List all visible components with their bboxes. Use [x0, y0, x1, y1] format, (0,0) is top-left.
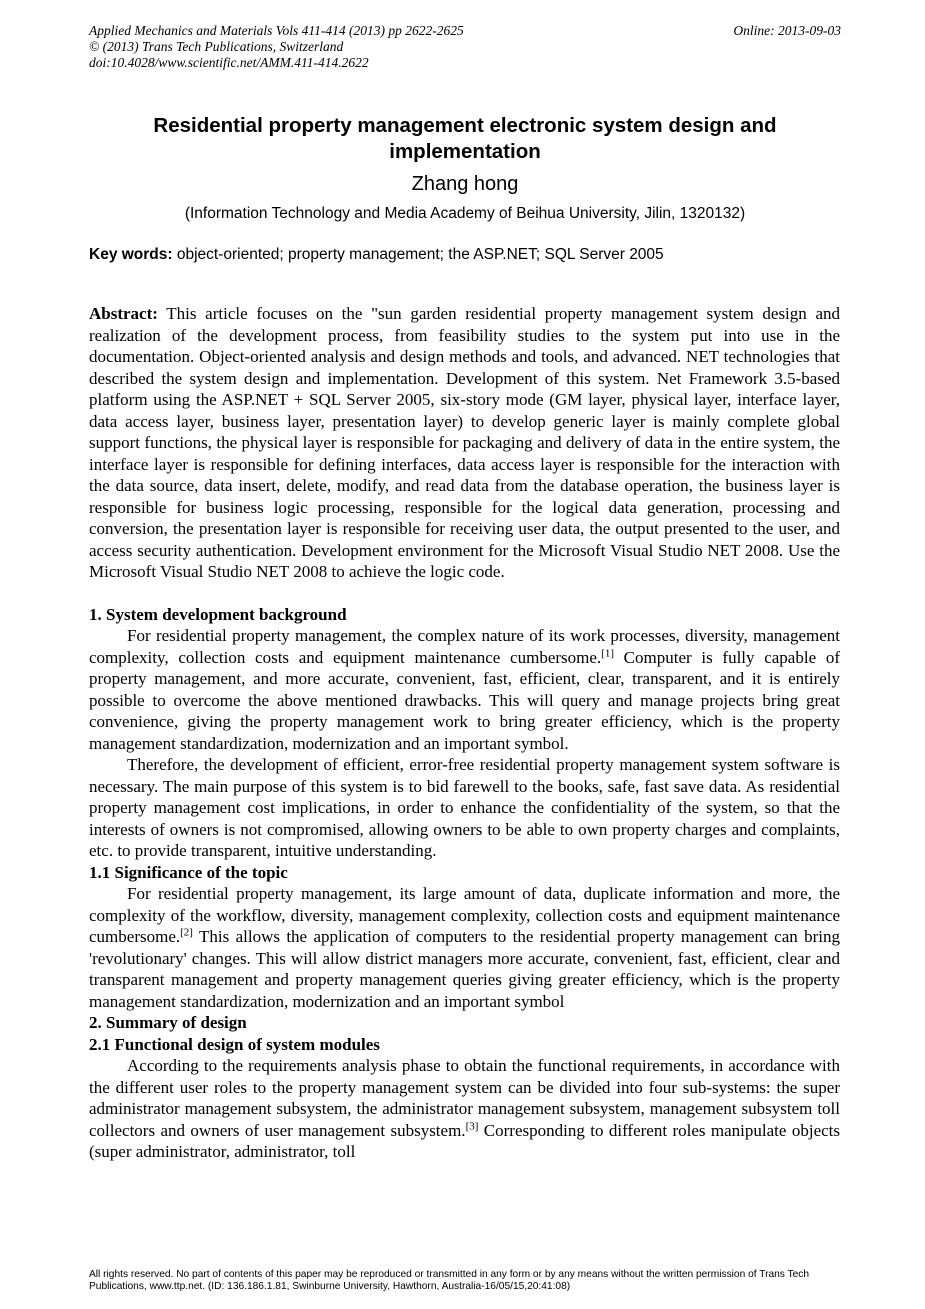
paragraph: According to the requirements analysis phase to obtain the functional requirements, in accordance with the different user roles to the property management system can be divided into four sub-systems: the super administrator management subsystem, the administrator management subsystem, management subsystem toll collectors and owners of user management subsystem.[3] Corresponding to different roles manipulate objects (super administrator, administrator, toll [89, 1056, 840, 1161]
paragraph: Therefore, the development of efficient, error-free residential property management system software is necessary. The main purpose of this system is to bid farewell to the books, safe, fast save data. As residential property management cost implications, in order to enhance the confidentiality of the system, so that the interests of owners is not compromised, allowing owners to be able to own property charges and complaints, etc. to provide transparent, intuitive understanding. [89, 755, 840, 860]
section-heading: 2. Summary of design [89, 1013, 247, 1032]
citation-ref: [1] [601, 646, 614, 659]
citation-ref: [2] [180, 926, 193, 939]
keywords [89, 245, 841, 265]
paragraph: For residential property management, the complex nature of its work processes, diversity, management complexity, collection costs and equipment maintenance cumbersome.[1] Computer is fully capable of property management, and more accurate, convenient, fast, efficient, clear, transparent, and it is entirely possible to overcome the above mentioned drawbacks. This will query and manage projects bring great convenience, giving the property management work to bring greater efficiency, which is the property management standardization, modernization and an important symbol. [89, 626, 840, 753]
section-heading: 1.1 Significance of the topic [89, 862, 288, 882]
section-heading: 1. System development background [89, 604, 347, 624]
author-name: Zhang hong [411, 173, 519, 195]
journal-citation: Applied Mechanics and Materials Vols 411-414 (2013) pp 2622-2625 [89, 23, 464, 38]
copyright-line: © (2013) Trans Tech Publications, Switzerland [89, 39, 344, 54]
abstract-text: This article focuses on the "sun garden residential property management system design and realization of the development process, from feasibility studies to the system put into use in the documentation. Object-oriented analysis and design methods and tools, and advanced. NET technologies that described the system design and implementation. Development of this system. Net Framework 3.5-based platform using the ASP.NET + SQL Server 2005, six-story mode (GM layer, physical layer, interface layer, data access layer, business layer, presentation layer) to develop generic layer is mainly complete global support functions, the physical layer is responsible for packaging and delivery of data in the entire system, the interface layer is responsible for defining interfaces, data access layer is responsible for the interaction with the data source, data insert, delete, modify, and read data from the database operation, the business layer is responsible for business logic processing, responsible for the logical data generation, processing and conversion, the presentation layer is responsible for receiving user data, the output presented to the user, and access security authentication. Development environment for the Microsoft Visual Studio NET 2008. Use the Microsoft Visual Studio NET 2008 to achieve the logic code. [89, 304, 840, 581]
doi-line: doi:10.4028/www.scientific.net/AMM.411-414.2622 [89, 55, 369, 70]
abstract-label: Abstract: [89, 304, 158, 323]
rights-footer: All rights reserved. No part of contents of this paper may be reproduced or transmitted in any form or by any means without the written permission of Trans Tech Publications, www.ttp.net. (ID: 136.186.1.81, Swinburne University, Hawthorn, Australia-16/05/15,20:41:08) [89, 1269, 810, 1292]
online-date: Online: 2013-09-03 [733, 23, 841, 38]
keywords-text: object-oriented; property management; the ASP.NET; SQL Server 2005 [172, 246, 664, 263]
abstract [89, 303, 840, 583]
journal-header [89, 23, 841, 71]
affiliation: (Information Technology and Media Academy of Beihua University, Jilin, 1320132) [184, 205, 746, 222]
keywords-label: Key words: [89, 246, 173, 263]
citation-ref: [3] [465, 1119, 479, 1132]
paper-body [89, 303, 840, 1163]
section-heading: 2.1 Functional design of system modules [89, 1034, 380, 1054]
paragraph: For residential property management, its large amount of data, duplicate information and more, the complexity of the workflow, diversity, management complexity, collection costs and equipment maintenance cumbersome.[2] This allows the application of computers to the residential property management can bring 'revolutionary' changes. This will allow district managers more accurate, convenient, fast, efficient, clear and transparent management and property management queries giving greater efficiency, which is the property management standardization, modernization and an important symbol [89, 884, 840, 1011]
paper-title: Residential property management electronic system design and implementation [153, 114, 777, 163]
